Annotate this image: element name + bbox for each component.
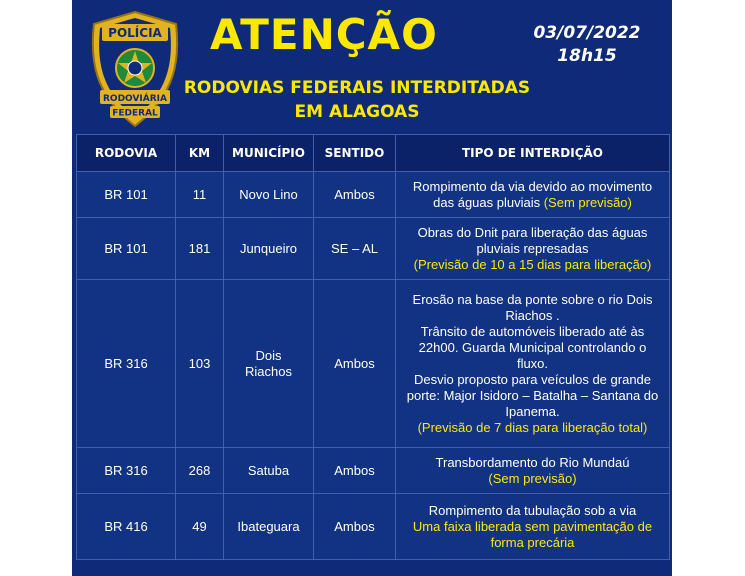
municipio-line: Dois — [255, 347, 282, 363]
timestamp — [512, 22, 662, 68]
tipo-highlight: (Previsão de 7 dias para liberação total) — [417, 419, 648, 435]
cell-tipo — [396, 218, 670, 280]
cell-tipo — [396, 494, 670, 560]
col-header-sentido: SENTIDO — [314, 135, 396, 172]
cell-municipio: Junqueiro — [224, 218, 314, 280]
badge-text-federal: FEDERAL — [112, 108, 158, 119]
time-text: 18h15 — [557, 46, 617, 66]
cell-rodovia: BR 416 — [77, 494, 176, 560]
cell-sentido: SE – AL — [314, 218, 396, 280]
cell-tipo — [396, 448, 670, 494]
alert-panel — [72, 0, 672, 576]
prf-badge-icon — [88, 10, 182, 128]
cell-rodovia: BR 101 — [77, 218, 176, 280]
tipo-line: Rompimento da via devido ao movimento — [412, 178, 653, 194]
tipo-line: pluviais represadas — [476, 240, 589, 256]
tipo-line — [399, 195, 666, 211]
tipo-line: Desvio proposto para veículos de grande — [413, 371, 652, 387]
cell-km: 268 — [176, 448, 224, 494]
page-title: ATENÇÃO — [210, 10, 438, 59]
cell-sentido: Ambos — [314, 448, 396, 494]
cell-km: 181 — [176, 218, 224, 280]
col-header-tipo: TIPO DE INTERDIÇÃO — [396, 135, 670, 172]
table-row — [77, 280, 670, 448]
tipo-line: Ipanema. — [505, 403, 560, 419]
tipo-highlight: (Sem previsão) — [488, 470, 577, 486]
cell-municipio: Ibateguara — [224, 494, 314, 560]
cell-municipio: Satuba — [224, 448, 314, 494]
subtitle-line-2: EM ALAGOAS — [294, 102, 420, 122]
tipo-line: Riachos . — [505, 307, 560, 323]
municipio-line: Riachos — [245, 363, 292, 379]
col-header-rodovia: RODOVIA — [77, 135, 176, 172]
table-header-row — [77, 135, 670, 172]
cell-sentido: Ambos — [314, 172, 396, 218]
tipo-line: porte: Major Isidoro – Batalha – Santana do — [406, 387, 659, 403]
col-header-municipio: MUNICÍPIO — [224, 135, 314, 172]
col-header-km: KM — [176, 135, 224, 172]
cell-km: 11 — [176, 172, 224, 218]
tipo-highlight: (Previsão de 10 a 15 dias para liberação) — [413, 256, 652, 272]
cell-rodovia: BR 316 — [77, 448, 176, 494]
table-row — [77, 172, 670, 218]
cell-tipo — [396, 280, 670, 448]
tipo-line: Obras do Dnit para liberação das águas — [417, 224, 648, 240]
table-row — [77, 218, 670, 280]
cell-rodovia: BR 101 — [77, 172, 176, 218]
cell-tipo — [396, 172, 670, 218]
cell-km: 49 — [176, 494, 224, 560]
cell-rodovia: BR 316 — [77, 280, 176, 448]
badge-text-rodoviaria: RODOVIÁRIA — [103, 94, 167, 104]
cell-km: 103 — [176, 280, 224, 448]
cell-sentido: Ambos — [314, 494, 396, 560]
tipo-highlight: Uma faixa liberada sem pavimentação de — [412, 518, 653, 534]
tipo-highlight: forma precária — [490, 534, 575, 550]
tipo-line: Transbordamento do Rio Mundaú — [435, 454, 630, 470]
tipo-line: Rompimento da tubulação sob a via — [428, 502, 637, 518]
subtitle-line-1: RODOVIAS FEDERAIS INTERDITADAS — [183, 78, 531, 98]
page-subtitle — [182, 76, 532, 124]
badge-text-policia: POLÍCIA — [108, 26, 162, 40]
tipo-highlight: (Sem previsão) — [543, 194, 632, 210]
tipo-line: Trânsito de automóveis liberado até às — [420, 323, 645, 339]
table-row — [77, 494, 670, 560]
cell-sentido: Ambos — [314, 280, 396, 448]
cell-municipio — [224, 280, 314, 448]
cell-municipio: Novo Lino — [224, 172, 314, 218]
tipo-line: 22h00. Guarda Municipal controlando o — [418, 339, 647, 355]
tipo-line: fluxo. — [516, 355, 549, 371]
table-row — [77, 448, 670, 494]
date-text: 03/07/2022 — [533, 23, 641, 43]
tipo-text: das águas pluviais — [433, 194, 544, 210]
tipo-line: Erosão na base da ponte sobre o rio Dois — [412, 291, 653, 307]
closures-table — [76, 134, 670, 560]
